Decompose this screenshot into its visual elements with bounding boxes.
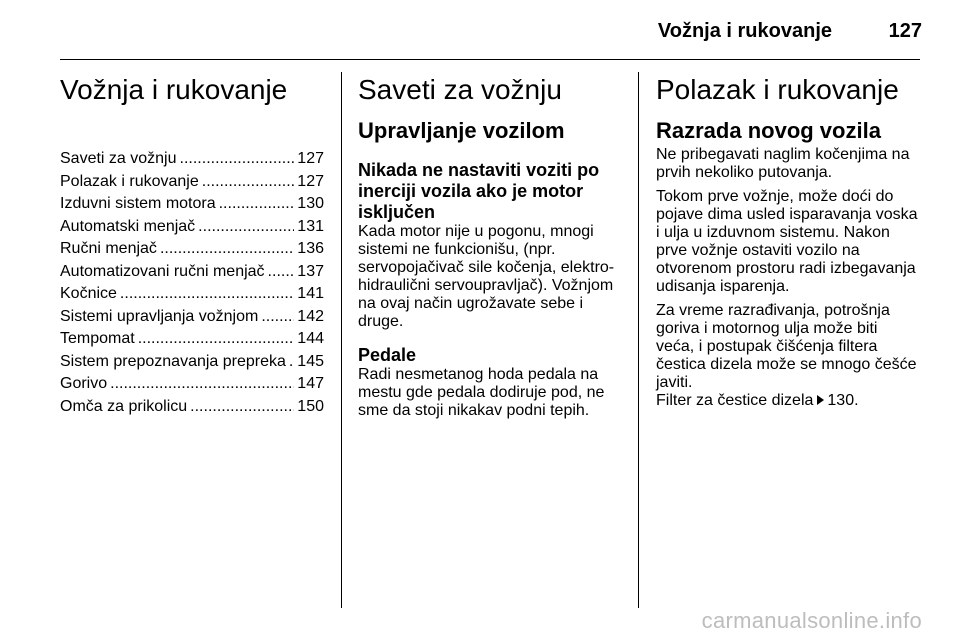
toc-leader xyxy=(289,351,294,374)
paragraph-text: Za vreme razrađivanja, potrošnja goriva i motornog ulja može biti veća, i postupak čišćenja filtera čestica dizela može se mnogo češće javiti. xyxy=(656,302,917,391)
page-number: 127 xyxy=(888,20,922,42)
toc-label: Automatski menjač xyxy=(60,217,196,235)
toc-label: Tempomat xyxy=(60,330,135,347)
toc-leader xyxy=(138,328,295,351)
toc-page: 141 xyxy=(297,285,324,302)
toc-leader xyxy=(261,306,294,329)
toc-page: 144 xyxy=(297,330,324,347)
topic-text: Radi nesmetanog hoda pedala na mestu gde pedala dodiruje pod, ne sme da stoji nikakav podni tepih. xyxy=(358,366,605,419)
toc-page: 150 xyxy=(297,397,324,415)
toc-item[interactable] xyxy=(60,261,324,284)
toc-list xyxy=(60,148,324,418)
section-title: Saveti za vožnju xyxy=(358,74,562,105)
toc-label: Kočnice xyxy=(60,285,117,302)
toc-page: 136 xyxy=(297,240,324,257)
toc-label: Sistemi upravljanja vožnjom xyxy=(60,307,259,325)
toc-label: Automatizovani ručni menjač xyxy=(60,262,265,280)
section-title: Polazak i rukovanje xyxy=(656,74,899,105)
reference-label: Filter za čestice dizela xyxy=(656,392,814,409)
topic-title: Pedale xyxy=(358,345,417,365)
toc-leader xyxy=(120,283,294,306)
arrow-right-icon xyxy=(817,395,824,405)
cross-reference[interactable] xyxy=(656,392,920,410)
chapter-title: Vožnja i rukovanje xyxy=(60,74,288,105)
toc-item[interactable] xyxy=(60,216,324,239)
toc-page: 147 xyxy=(297,375,324,392)
reference-page: 130. xyxy=(827,392,859,409)
toc-label: Omča za prikolicu xyxy=(60,397,188,415)
paragraph: Ne pribegavati naglim kočenjima na prvih nekoliko putovanja. xyxy=(656,146,910,181)
toc-page: 145 xyxy=(297,352,324,370)
header-rule xyxy=(60,59,920,60)
toc-item[interactable] xyxy=(60,351,324,374)
toc-item[interactable] xyxy=(60,193,324,216)
toc-label: Ručni menjač xyxy=(60,240,157,257)
toc-label: Gorivo xyxy=(60,375,108,392)
toc-page: 130 xyxy=(297,195,324,212)
subsection-title: Upravljanje vozilom xyxy=(358,118,565,143)
toc-item[interactable] xyxy=(60,238,324,261)
toc-page: 137 xyxy=(297,262,324,280)
paragraph xyxy=(656,302,920,392)
toc-label: Izduvni sistem motora xyxy=(60,195,216,212)
toc-item[interactable] xyxy=(60,171,324,194)
column-divider-1 xyxy=(341,72,342,608)
toc-leader xyxy=(198,216,294,239)
toc-label: Saveti za vožnju xyxy=(60,150,177,167)
toc-leader xyxy=(160,238,294,261)
toc-item[interactable] xyxy=(60,148,324,171)
toc-item[interactable] xyxy=(60,396,324,419)
toc-item[interactable] xyxy=(60,306,324,329)
toc-label: Sistem prepoznavanja prepreka xyxy=(60,352,286,370)
subsection-title: Razrada novog vozila xyxy=(656,118,881,143)
toc-leader xyxy=(219,193,295,216)
toc-leader xyxy=(190,396,294,419)
toc-label: Polazak i rukovanje xyxy=(60,172,199,190)
toc-page: 127 xyxy=(297,150,324,167)
topic-title: Nikada ne nastaviti voziti po inerciji vozila ako je motor isključen xyxy=(358,160,600,222)
toc-leader xyxy=(180,148,295,171)
toc-leader xyxy=(202,171,295,194)
toc-leader xyxy=(110,373,294,396)
watermark: carmanualsonline.info xyxy=(701,608,922,633)
column-divider-2 xyxy=(638,72,639,608)
toc-item[interactable] xyxy=(60,283,324,306)
toc-item[interactable] xyxy=(60,373,324,396)
running-header-title: Vožnja i rukovanje xyxy=(657,20,832,42)
toc-page: 131 xyxy=(297,217,324,235)
paragraph: Tokom prve vožnje, može doći do pojave dima usled isparavanja voska i ulja u izduvnom sistemu. Nakon prve vožnje ostaviti vozilo na otvorenom prostoru radi izbegavanja udisanja isparenja. xyxy=(656,188,918,295)
driving-tips-column xyxy=(358,72,618,426)
toc-item[interactable] xyxy=(60,328,324,351)
toc-column xyxy=(60,72,324,418)
start-operation-column xyxy=(656,72,920,416)
toc-page: 142 xyxy=(297,307,324,325)
toc-leader xyxy=(268,261,295,284)
toc-page: 127 xyxy=(297,172,324,190)
topic-text: Kada motor nije u pogonu, mnogi sistemi ne funkcionišu, (npr. servopojačivač sile kočenja, elektro-hidraulični servoupravljač). Vožnjom na ovaj način ugrožavate sebe i druge. xyxy=(358,223,615,330)
